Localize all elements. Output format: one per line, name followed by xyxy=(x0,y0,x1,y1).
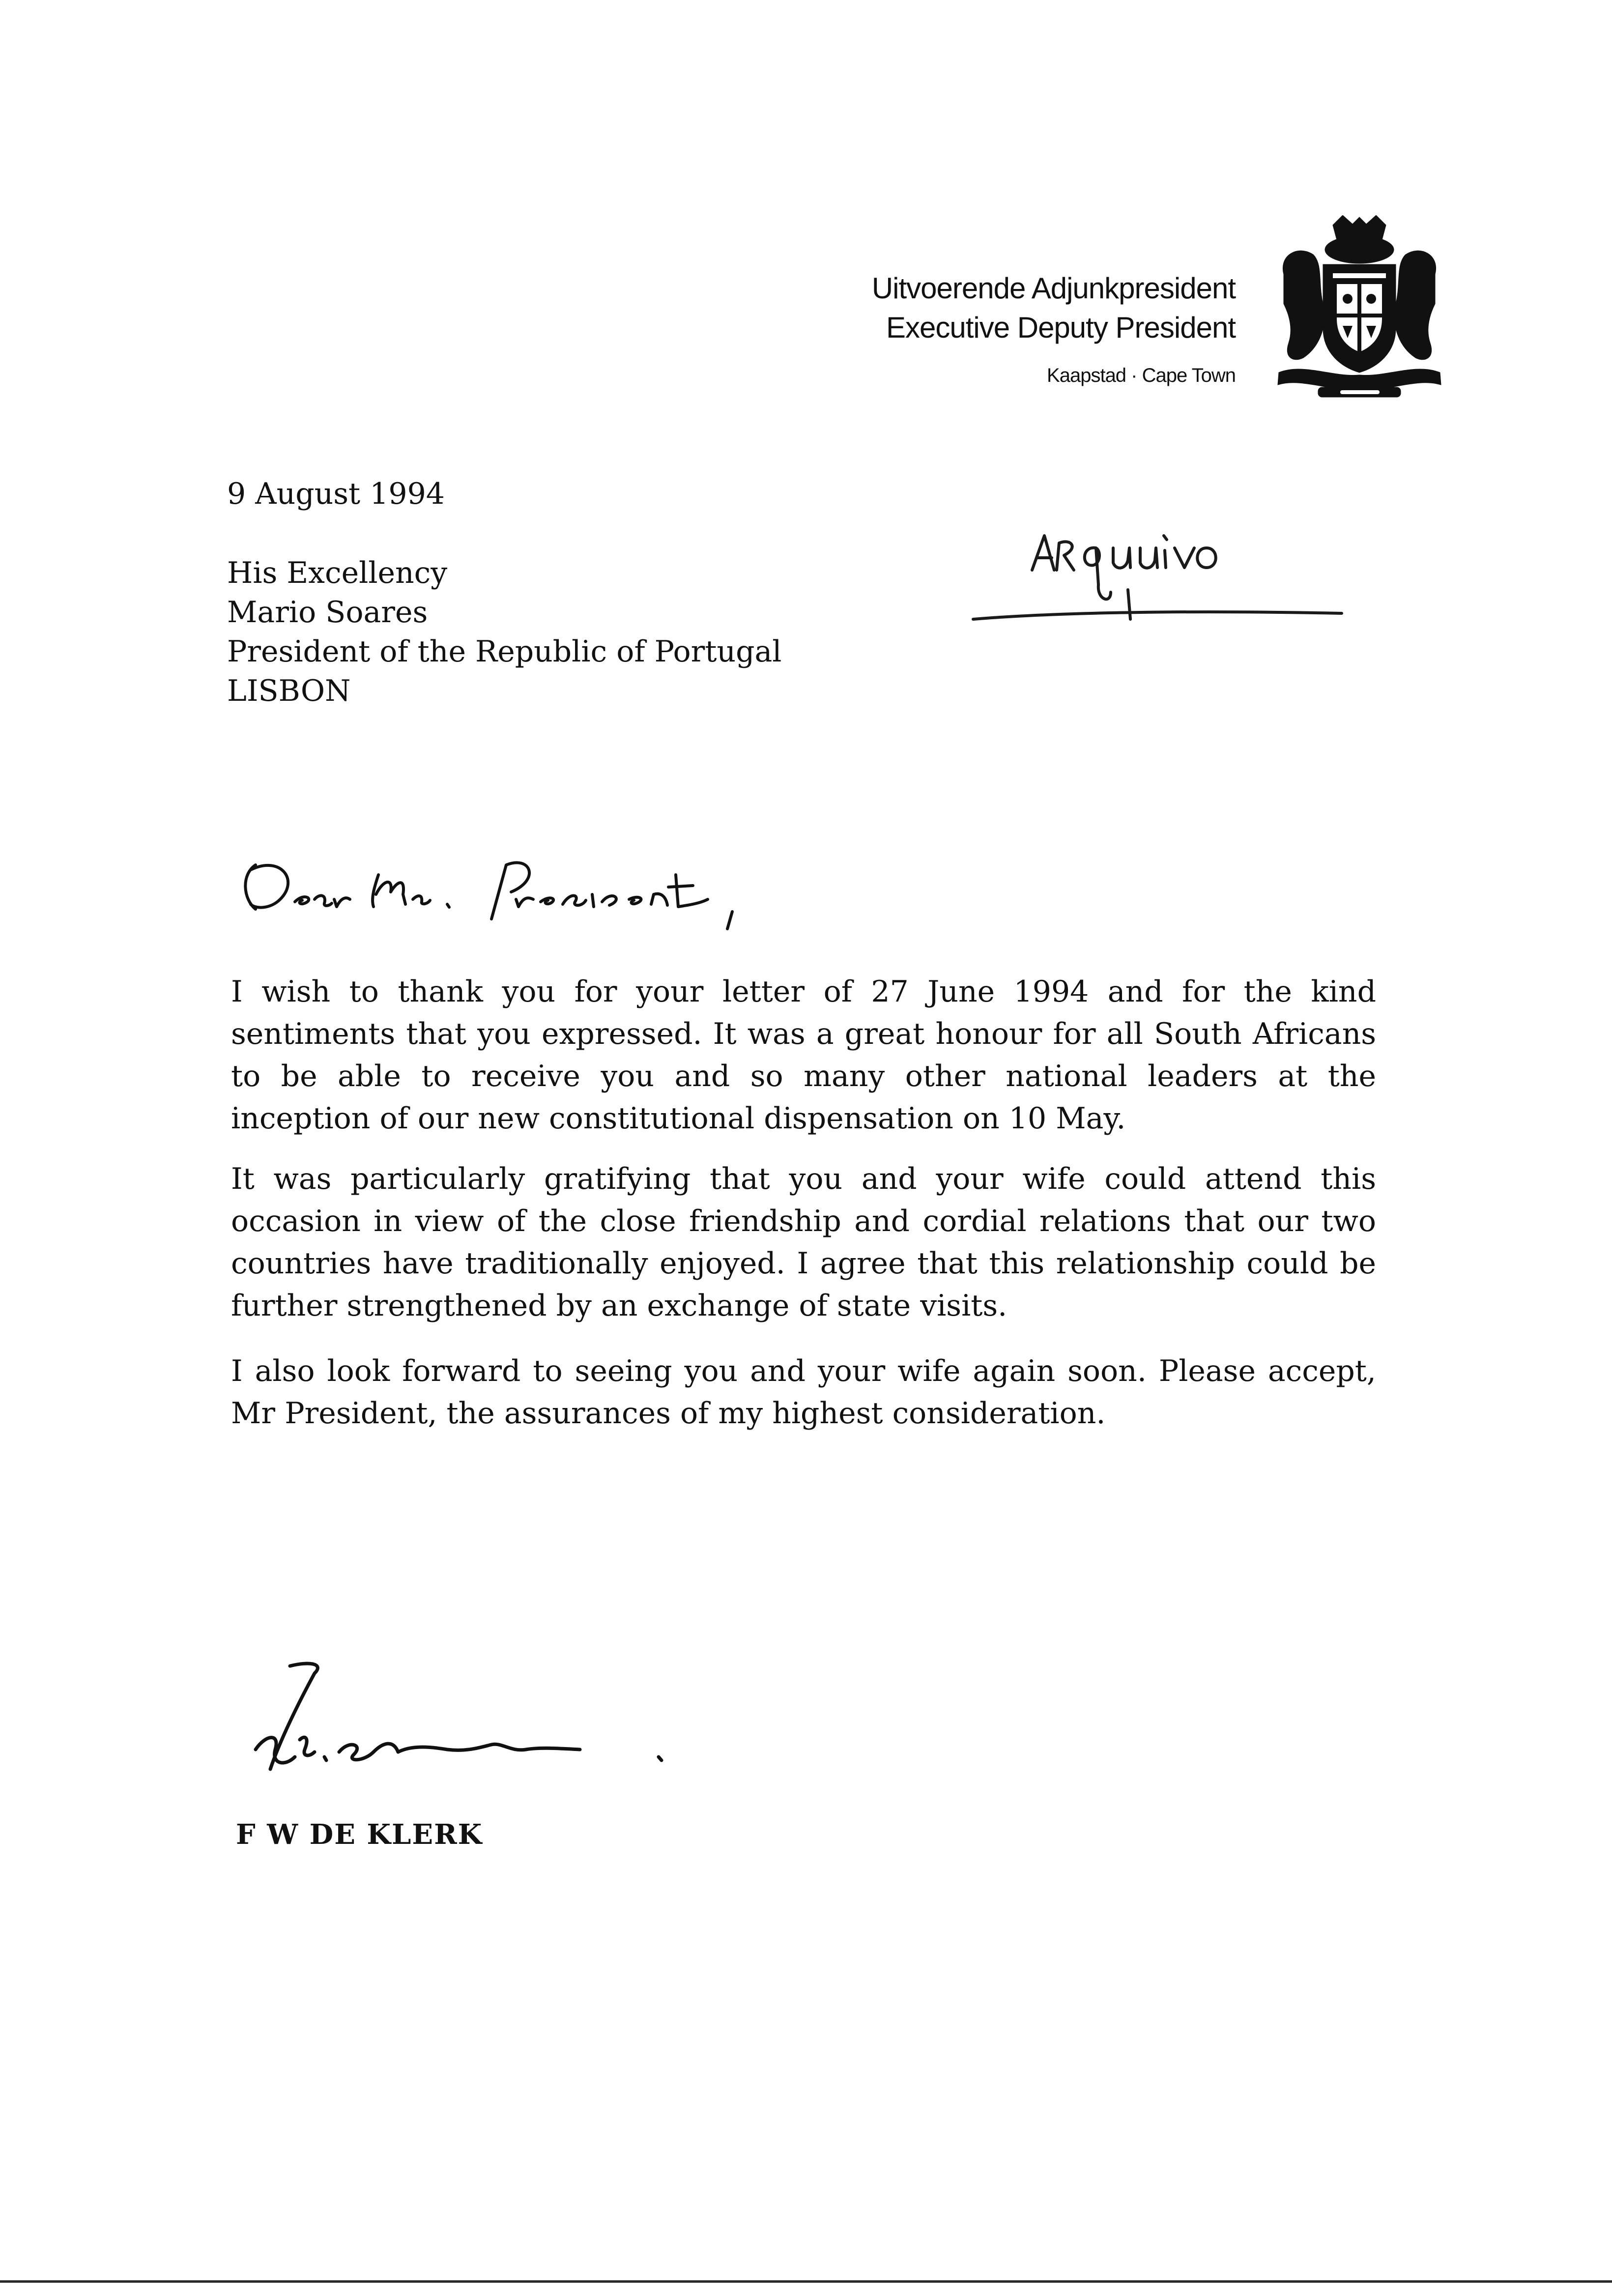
coat-of-arms-icon xyxy=(1274,215,1445,398)
page-edge-divider xyxy=(0,2280,1612,2283)
recipient-position: President of the Republic of Portugal xyxy=(227,634,782,669)
signer-name: F W DE KLERK xyxy=(236,1818,483,1851)
recipient-name: Mario Soares xyxy=(227,595,428,630)
letterhead-title-english: Executive Deputy President xyxy=(886,311,1236,344)
handwritten-signature xyxy=(236,1651,718,1799)
body-paragraph: It was particularly gratifying that you and your wife could attend this occasion in view of the close friendship and cordial relations that our two countries have traditionally enjoyed. I agree that this relationship could be further strengthened by an exchange of state visits. xyxy=(231,1162,1376,1323)
handwritten-archive-annotation xyxy=(963,501,1347,649)
recipient-city: LISBON xyxy=(227,674,351,708)
recipient-address xyxy=(227,553,782,711)
recipient-title: His Excellency xyxy=(227,556,448,590)
handwritten-salutation xyxy=(236,845,791,944)
letterhead-location: Kaapstad · Cape Town xyxy=(1047,365,1236,386)
body-paragraph: I also look forward to seeing you and your wife again soon. Please accept, Mr President, the assurances of my highest consideration. xyxy=(231,1354,1376,1431)
letterhead-title-afrikaans: Uitvoerende Adjunkpresident xyxy=(871,272,1236,305)
letter-date: 9 August 1994 xyxy=(227,477,445,511)
body-paragraph: I wish to thank you for your letter of 27 June 1994 and for the kind sentiments that you expressed. It was a great honour for all South Africans to be able to receive you and so many other national leaders at the inception of our new constitutional dispensation on 10 May. xyxy=(231,975,1376,1136)
